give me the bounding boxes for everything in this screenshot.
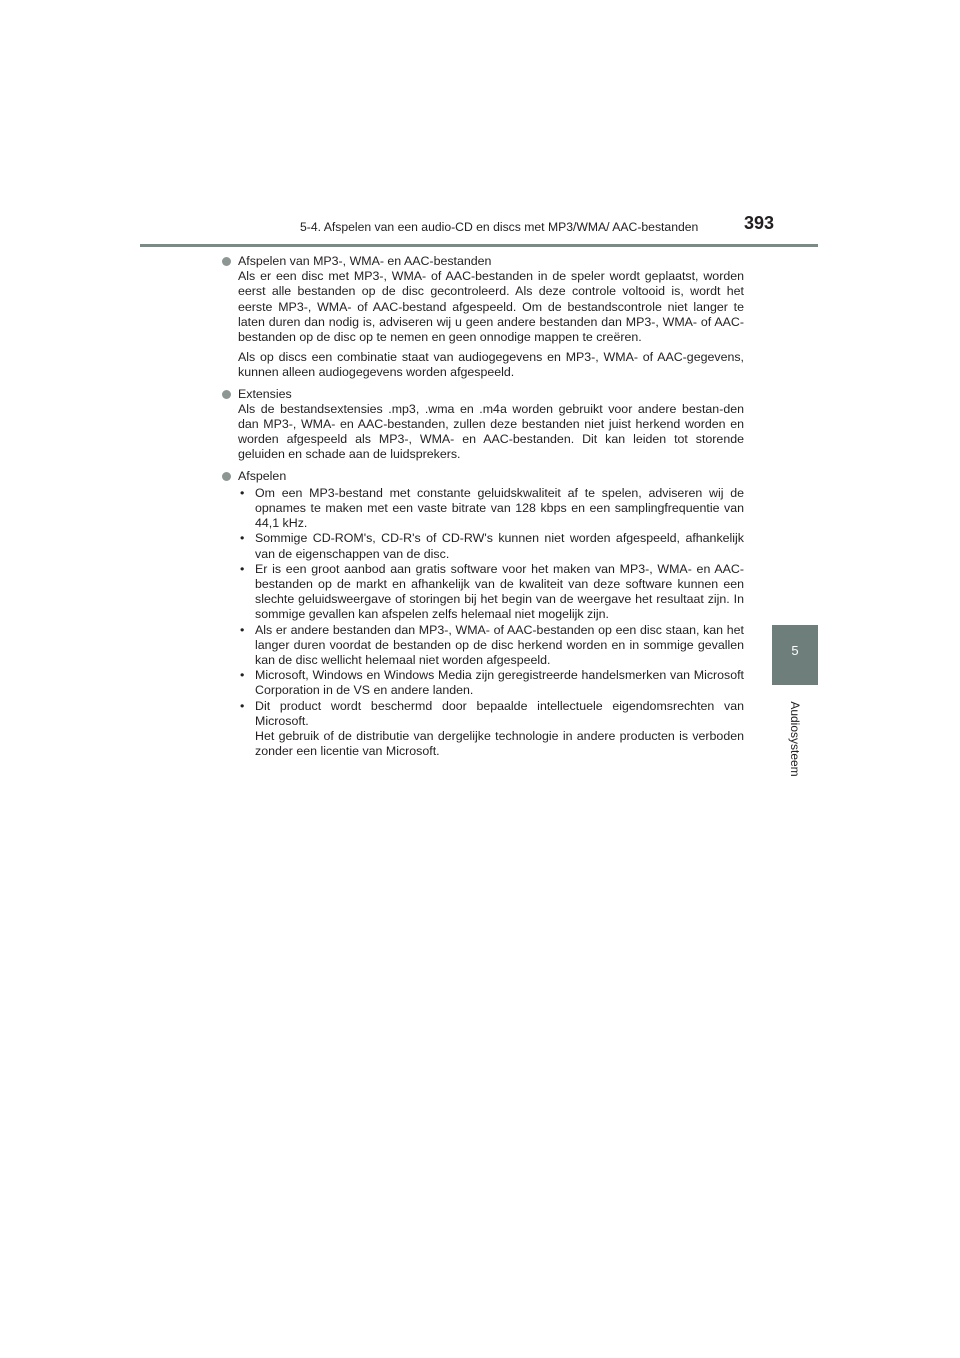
page-number: 393 [744, 213, 775, 233]
bullet-dot-icon [222, 472, 231, 481]
header-divider [140, 244, 818, 247]
list-item-text: Dit product wordt beschermd door bepaalde intellectuele eigendomsrechten van Microsoft. [255, 698, 744, 728]
chapter-label: Audiosysteem [788, 701, 802, 777]
section-heading: Afspelen [238, 468, 287, 483]
section-heading-row [222, 387, 744, 402]
chapter-tab [772, 625, 818, 685]
paragraph: Als de bestandsextensies .mp3, .wma en .m4a worden gebruikt voor andere bestan-den dan MP3-, WMA- en AAC-bestanden, zullen deze bestanden niet juist herkend worden en worden afgespeeld als MP3-, WMA- en AAC-bestanden. Dit kan leiden tot storende geluiden en schade aan de luidsprekers. [238, 401, 744, 462]
bullet-dot-icon [222, 390, 231, 399]
bullet-mark-icon: • [240, 485, 245, 500]
list-item-text: Om een MP3-bestand met constante geluidskwaliteit af te spelen, adviseren wij de opnames te maken met een vaste bitrate van 128 kbps en een samplingfrequentie van 44,1 kHz. [255, 485, 744, 531]
bullet-list [238, 486, 744, 760]
list-item [238, 623, 744, 669]
bullet-mark-icon: • [240, 668, 245, 683]
list-item-continuation: Het gebruik of de distributie van dergelijke technologie in andere producten is verboden zonder een licentie van Microsoft. [255, 729, 744, 759]
bullet-mark-icon: • [240, 531, 245, 546]
section-heading: Afspelen van MP3-, WMA- en AAC-bestanden [238, 254, 492, 268]
list-item-text: Als er andere bestanden dan MP3-, WMA- of AAC-bestanden op een disc staan, kan het langer duren voordat de bestanden op de disc herkend worden en in sommige gevallen kan de disc wellicht helemaal niet worden afgespeeld. [255, 622, 744, 668]
section-extensies [222, 387, 744, 463]
main-content [222, 254, 744, 766]
bullet-mark-icon: • [240, 561, 245, 576]
list-item-text: Microsoft, Windows en Windows Media zijn geregistreerde handelsmerken van Microsoft Corporation in de VS en andere landen. [255, 668, 744, 698]
paragraph: Als op discs een combinatie staat van audiogegevens en MP3-, WMA- of AAC-gegevens, kunnen alleen audiogegevens worden afgespeeld. [238, 350, 744, 380]
bullet-mark-icon: • [240, 622, 245, 637]
section-heading-row [222, 254, 744, 269]
section-heading: Extensies [238, 386, 292, 401]
section-afspelen [222, 469, 744, 760]
list-item [238, 668, 744, 698]
list-item [238, 486, 744, 532]
running-header-title: 5-4. Afspelen van een audio-CD en discs met MP3/WMA/ AAC-bestanden [300, 220, 699, 234]
chapter-number: 5 [791, 643, 799, 658]
paragraph: Als er een disc met MP3-, WMA- of AAC-bestanden in de speler wordt geplaatst, worden eerst alle bestanden op de disc gecontroleerd. Als deze controle voltooid is, wordt het eerste MP3-, WMA- of AAC-bestand afgespeeld. Om de bestandscontrole niet langer te laten duren dan nodig is, adviseren wij u geen andere bestanden dan MP3-, WMA- of AAC-bestanden op de disc op te nemen en geen onnodige mappen te creëren. [238, 269, 744, 345]
list-item-text: Sommige CD-ROM's, CD-R's of CD-RW's kunnen niet worden afgespeeld, afhankelijk van de eigenschappen van de disc. [255, 531, 744, 561]
bullet-dot-icon [222, 257, 231, 266]
section-heading-row [222, 469, 744, 484]
bullet-mark-icon: • [240, 698, 245, 713]
list-item [238, 531, 744, 561]
list-item [238, 699, 744, 760]
list-item-text: Er is een groot aanbod aan gratis software voor het maken van MP3-, WMA- en AAC-bestanden op de markt en afhankelijk van de kwaliteit van deze software kunnen een slechte geluidsweergave of storingen bij het begin van de weergave het resultaat zijn. In sommige gevallen kan afspelen zelfs helemaal niet mogelijk zijn. [255, 561, 744, 622]
list-item [238, 562, 744, 623]
section-mp3-wma-aac [222, 254, 744, 381]
